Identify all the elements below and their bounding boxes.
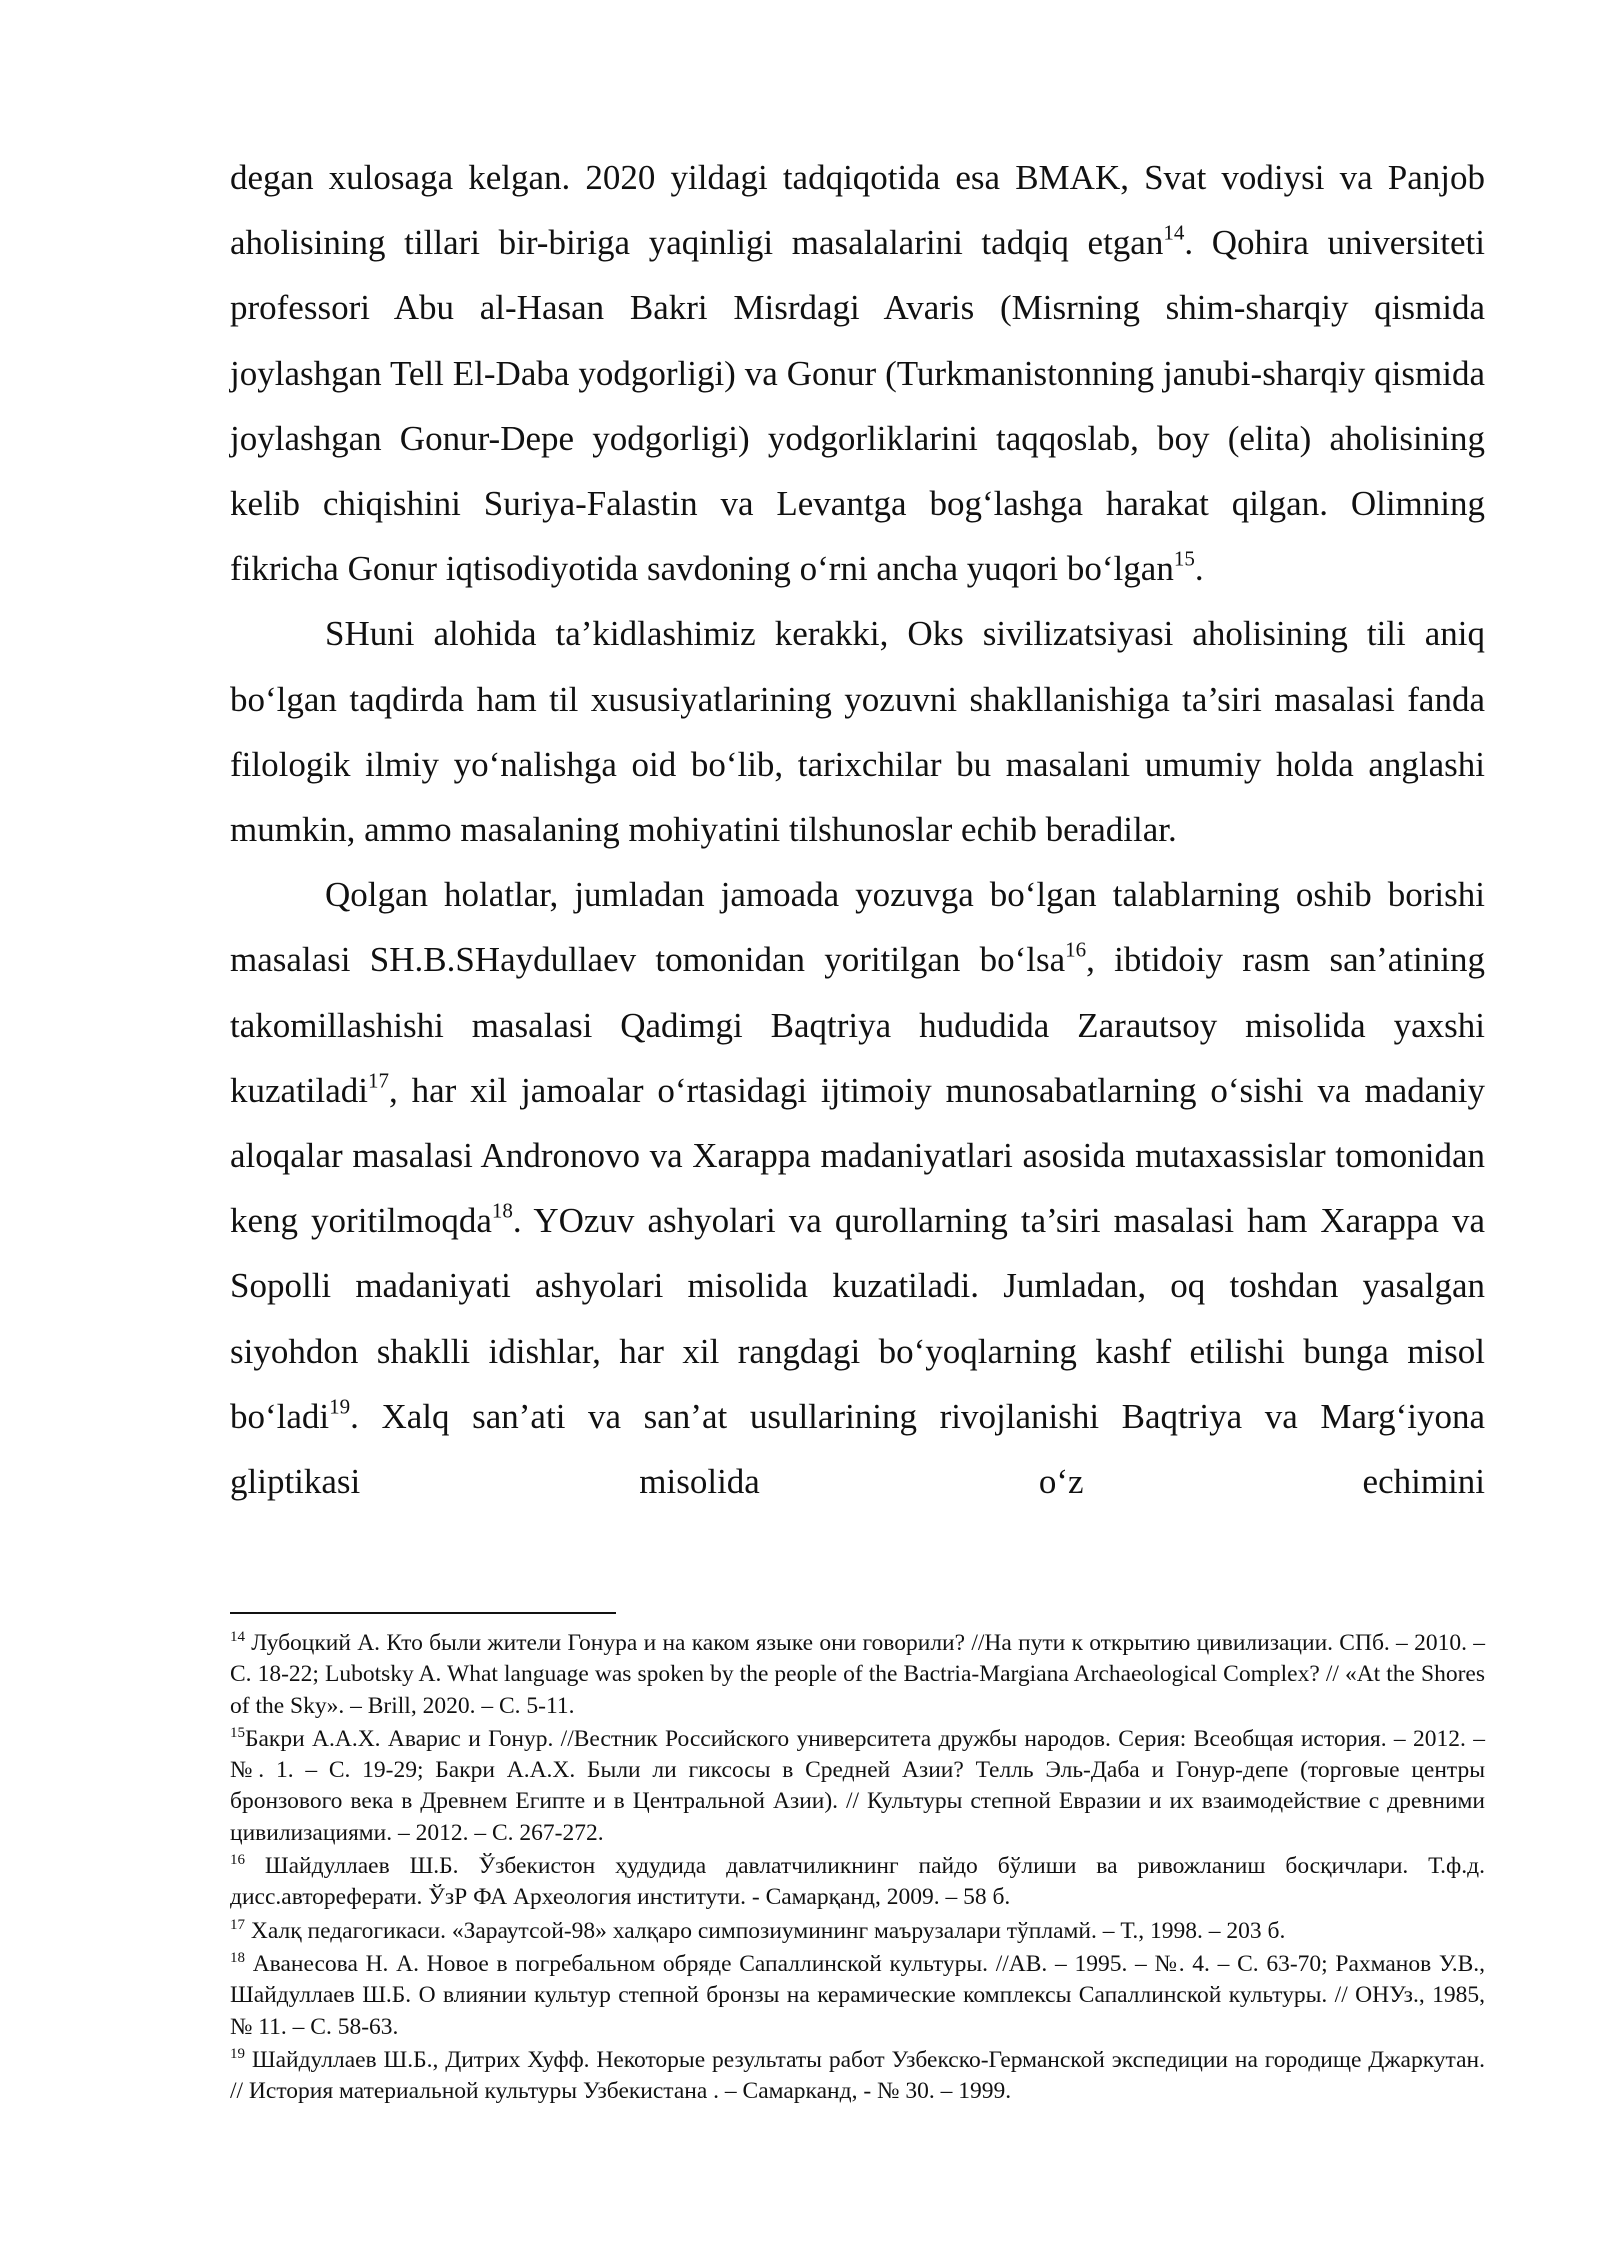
- footnote-ref-15: 15: [1173, 546, 1195, 571]
- footnote-ref-17: 17: [368, 1068, 390, 1093]
- paragraph-text: . YOzuv ashyolari va qurollarning ta’siri masalasi ham Xarappa va Sopolli madaniyati ashyolari misolida kuzatiladi. Jumladan, oq toshdan yasalgan siyohdon shaklli idishlar, har xil rangdagi bo‘yoqlarning kashf etilishi bunga misol bo‘ladi: [230, 1201, 1485, 1436]
- footnote-number: 14: [230, 1629, 245, 1645]
- paragraph-text: , har xil jamoalar o‘rtasidagi ijtimoiy munosabatlarning o‘sishi va madaniy aloqalar masalasi Andronovo va Xarappa madaniyatlari asosida mutaxassislar tomonidan keng yoritilmoqda: [230, 1070, 1485, 1241]
- paragraph-text: . Xalq san’ati va san’at usullarining rivojlanishi Baqtriya va Marg‘iyona gliptikasi misolida o‘z echimini: [230, 1396, 1485, 1502]
- footnote-number: 19: [230, 2045, 245, 2062]
- footnote-text: Аванесова Н. А. Новое в погребальном обряде Сапаллинской культуры. //АВ. – 1995. – №. 4. – С. 63-70; Рахманов У.В., Шайдуллаев Ш.Б. О влиянии культур степной бронзы на керамические комплексы Сапаллинской культуры. // ОНУз., 1985, № 11. – С. 58-63.: [230, 1950, 1485, 2040]
- footnote-separator: [230, 1612, 616, 1614]
- footnote-18: [230, 1949, 1485, 2043]
- footnote-ref-19: 19: [329, 1394, 351, 1419]
- footnote-number: 17: [230, 1916, 245, 1933]
- footnote-text: Лубоцкий А. Кто были жители Гонура и на каком языке они говорили? //На пути к открытию цивилизации. СПб. – 2010. – С. 18-22; Lubotsky A. What language was spoken by the people of the Bactria-Margiana Archaeological Complex? // «At the Shores of the Sky». – Brill, 2020. – С. 5-11.: [230, 1630, 1485, 1719]
- footnote-16: [230, 1851, 1485, 1914]
- footnote-15: [230, 1724, 1485, 1849]
- main-text: [230, 145, 1485, 1514]
- footnote-text: Бакри А.А.Х. Аварис и Гонур. //Вестник Российского университета дружбы народов. Серия: Всеобщая история. – 2012. – №. 1. – С. 19-29; Бакри А.А.Х. Были ли гиксосы в Средней Азии? Телль Эль-Даба и Гонур-депе (торговые центры бронзового века в Древнем Египте и в Центральной Азии). // Культуры степной Евразии и их взаимодействие с древними цивилизациями. – 2012. – С. 267-272.: [230, 1725, 1485, 1846]
- footnote-ref-18: 18: [491, 1198, 513, 1223]
- paragraph-3: [230, 862, 1485, 1514]
- footnote-ref-16: 16: [1065, 937, 1087, 962]
- paragraph-text: Qolgan holatlar, jumladan jamoada yozuvga bo‘lgan talablarning oshib borishi masalasi SH.B.SHaydullaev tomonidan yoritilgan bo‘lsa: [230, 875, 1485, 980]
- footnote-17: [230, 1916, 1485, 1947]
- footnotes: [230, 1628, 1485, 2109]
- paragraph-text: . Qohira universiteti professori Abu al-Hasan Bakri Misrdagi Avaris (Misrning shim-sharqiy qismida joylashgan Tell El-Daba yodgorligi) va Gonur (Turkmanistonning janubi-sharqiy qismida joylashgan Gonur-Depe yodgorligi) yodgorliklarini taqqoslab, boy (elita) aholisining kelib chiqishini Suriya-Falastin va Levantga bog‘lashga harakat qilgan. Olimning fikricha Gonur iqtisodiyotida savdoning o‘rni ancha yuqori bo‘lgan: [230, 223, 1486, 589]
- footnote-number: 18: [230, 1949, 245, 1966]
- footnote-text: Шайдуллаев Ш.Б. Ўзбекистон ҳудудида давлатчиликнинг пайдо бўлиши ва ривожланиш босқичлари. Т.ф.д. дисс.автореферати. ЎзР ФА Археология институти. - Самарқанд, 2009. – 58 б.: [230, 1853, 1485, 1911]
- footnote-number: 15: [230, 1724, 245, 1741]
- footnote-text: Халқ педагогикаси. «Зараутсой-98» халқаро симпозиумининг маърузалари тўпламй. – Т., 1998. – 203 б.: [245, 1917, 1286, 1944]
- paragraph-2: SHuni alohida ta’kidlashimiz kerakki, Oks sivilizatsiyasi aholisining tili aniq bo‘lgan taqdirda ham til xususiyatlarining yozuvni shakllanishiga ta’siri masalasi fanda filologik ilmiy yo‘nalishga oid bo‘lib, tarixchilar bu masalani umumiy holda anglashi mumkin, ammo masalaning mohiyatini tilshunoslar echib beradilar.: [230, 614, 1485, 850]
- footnote-14: [230, 1628, 1485, 1722]
- footnote-text: Шайдуллаев Ш.Б., Дитрих Хуфф. Некоторые результаты работ Узбекско-Германской экспедиции на городище Джаркутан. // История материальной культуры Узбекистана . – Самарканд, - № 30. – 1999.: [230, 2046, 1485, 2105]
- paragraph-1: [230, 145, 1485, 601]
- paragraph-text: , ibtidoiy rasm san’atining takomillashishi masalasi Qadimgi Baqtriya hududida Zarautsoy misolida yaxshi kuzatiladi: [230, 940, 1485, 1110]
- paragraph-text: .: [1194, 549, 1204, 589]
- footnote-19: [230, 2045, 1485, 2108]
- footnote-ref-14: 14: [1163, 220, 1185, 245]
- paragraph-text: degan xulosaga kelgan. 2020 yildagi tadqiqotida esa BMAK, Svat vodiysi va Panjob aholisining tillari bir-biriga yaqinligi masalalarini tadqiq etgan: [230, 158, 1485, 263]
- footnote-number: 16: [230, 1852, 245, 1869]
